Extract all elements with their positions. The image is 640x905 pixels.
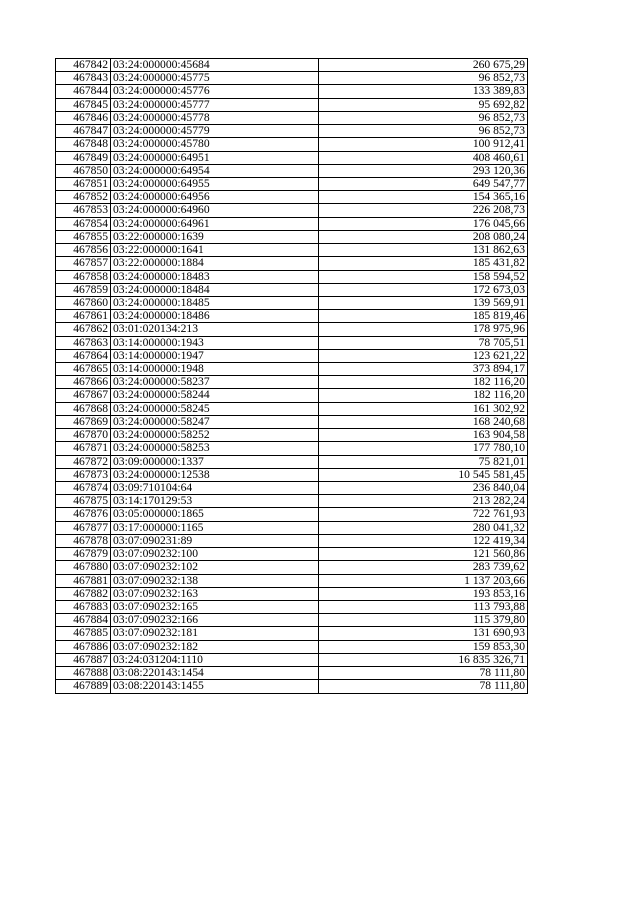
row-number-cell: 467852 (56, 191, 111, 204)
cadastral-number-cell: 03:22:000000:1884 (111, 257, 319, 270)
table-row (56, 468, 528, 481)
amount-cell: 161 302,92 (319, 402, 528, 415)
amount-cell: 408 460,61 (319, 151, 528, 164)
registry-table-body (56, 59, 528, 694)
table-row (56, 125, 528, 138)
row-number-cell: 467870 (56, 429, 111, 442)
amount-cell: 113 793,88 (319, 600, 528, 613)
amount-cell: 78 111,80 (319, 667, 528, 680)
registry-table (55, 58, 528, 694)
cadastral-number-cell: 03:07:090232:138 (111, 574, 319, 587)
amount-cell: 139 569,91 (319, 296, 528, 309)
row-number-cell: 467860 (56, 296, 111, 309)
row-number-cell: 467858 (56, 270, 111, 283)
cadastral-number-cell: 03:24:000000:45779 (111, 125, 319, 138)
row-number-cell: 467853 (56, 204, 111, 217)
row-number-cell: 467862 (56, 323, 111, 336)
table-row (56, 521, 528, 534)
row-number-cell: 467886 (56, 640, 111, 653)
table-row (56, 680, 528, 693)
row-number-cell: 467844 (56, 85, 111, 98)
cadastral-number-cell: 03:07:090232:181 (111, 627, 319, 640)
cadastral-number-cell: 03:24:000000:64960 (111, 204, 319, 217)
amount-cell: 131 862,63 (319, 244, 528, 257)
cadastral-number-cell: 03:22:000000:1639 (111, 230, 319, 243)
amount-cell: 178 975,96 (319, 323, 528, 336)
amount-cell: 95 692,82 (319, 98, 528, 111)
amount-cell: 373 894,17 (319, 363, 528, 376)
amount-cell: 131 690,93 (319, 627, 528, 640)
row-number-cell: 467873 (56, 468, 111, 481)
table-row (56, 72, 528, 85)
row-number-cell: 467878 (56, 534, 111, 547)
table-row (56, 336, 528, 349)
table-row (56, 442, 528, 455)
cadastral-number-cell: 03:09:000000:1337 (111, 455, 319, 468)
row-number-cell: 467854 (56, 217, 111, 230)
amount-cell: 283 739,62 (319, 561, 528, 574)
table-row (56, 508, 528, 521)
cadastral-number-cell: 03:24:000000:18484 (111, 283, 319, 296)
cadastral-number-cell: 03:09:710104:64 (111, 482, 319, 495)
table-row (56, 429, 528, 442)
amount-cell: 75 821,01 (319, 455, 528, 468)
amount-cell: 1 137 203,66 (319, 574, 528, 587)
table-row (56, 482, 528, 495)
row-number-cell: 467847 (56, 125, 111, 138)
table-row (56, 455, 528, 468)
cadastral-number-cell: 03:24:000000:45778 (111, 111, 319, 124)
cadastral-number-cell: 03:24:000000:58253 (111, 442, 319, 455)
row-number-cell: 467857 (56, 257, 111, 270)
amount-cell: 16 835 326,71 (319, 653, 528, 666)
table-row (56, 600, 528, 613)
row-number-cell: 467883 (56, 600, 111, 613)
cadastral-number-cell: 03:05:000000:1865 (111, 508, 319, 521)
row-number-cell: 467850 (56, 164, 111, 177)
table-row (56, 363, 528, 376)
cadastral-number-cell: 03:07:090232:100 (111, 548, 319, 561)
row-number-cell: 467880 (56, 561, 111, 574)
amount-cell: 123 621,22 (319, 349, 528, 362)
cadastral-number-cell: 03:24:000000:18483 (111, 270, 319, 283)
row-number-cell: 467861 (56, 310, 111, 323)
table-row (56, 534, 528, 547)
table-row (56, 164, 528, 177)
row-number-cell: 467842 (56, 59, 111, 72)
table-row (56, 323, 528, 336)
table-row (56, 151, 528, 164)
table-row (56, 257, 528, 270)
amount-cell: 182 116,20 (319, 389, 528, 402)
amount-cell: 185 819,46 (319, 310, 528, 323)
row-number-cell: 467849 (56, 151, 111, 164)
table-row (56, 389, 528, 402)
table-row (56, 495, 528, 508)
document-page (55, 58, 527, 694)
cadastral-number-cell: 03:24:000000:45775 (111, 72, 319, 85)
table-row (56, 217, 528, 230)
amount-cell: 78 111,80 (319, 680, 528, 693)
row-number-cell: 467881 (56, 574, 111, 587)
row-number-cell: 467867 (56, 389, 111, 402)
table-row (56, 653, 528, 666)
table-row (56, 230, 528, 243)
table-row (56, 640, 528, 653)
amount-cell: 115 379,80 (319, 614, 528, 627)
row-number-cell: 467868 (56, 402, 111, 415)
table-row (56, 111, 528, 124)
cadastral-number-cell: 03:14:000000:1948 (111, 363, 319, 376)
row-number-cell: 467848 (56, 138, 111, 151)
amount-cell: 293 120,36 (319, 164, 528, 177)
row-number-cell: 467884 (56, 614, 111, 627)
amount-cell: 185 431,82 (319, 257, 528, 270)
amount-cell: 100 912,41 (319, 138, 528, 151)
amount-cell: 722 761,93 (319, 508, 528, 521)
cadastral-number-cell: 03:14:170129:53 (111, 495, 319, 508)
row-number-cell: 467869 (56, 415, 111, 428)
amount-cell: 213 282,24 (319, 495, 528, 508)
cadastral-number-cell: 03:24:000000:58244 (111, 389, 319, 402)
cadastral-number-cell: 03:24:000000:45780 (111, 138, 319, 151)
table-row (56, 376, 528, 389)
amount-cell: 208 080,24 (319, 230, 528, 243)
row-number-cell: 467864 (56, 349, 111, 362)
amount-cell: 96 852,73 (319, 111, 528, 124)
table-row (56, 283, 528, 296)
row-number-cell: 467874 (56, 482, 111, 495)
cadastral-number-cell: 03:24:000000:64961 (111, 217, 319, 230)
table-row (56, 349, 528, 362)
row-number-cell: 467859 (56, 283, 111, 296)
table-row (56, 177, 528, 190)
table-row (56, 548, 528, 561)
cadastral-number-cell: 03:14:000000:1947 (111, 349, 319, 362)
cadastral-number-cell: 03:07:090231:89 (111, 534, 319, 547)
cadastral-number-cell: 03:07:090232:182 (111, 640, 319, 653)
amount-cell: 177 780,10 (319, 442, 528, 455)
cadastral-number-cell: 03:08:220143:1454 (111, 667, 319, 680)
amount-cell: 182 116,20 (319, 376, 528, 389)
row-number-cell: 467888 (56, 667, 111, 680)
table-row (56, 59, 528, 72)
cadastral-number-cell: 03:24:000000:45684 (111, 59, 319, 72)
amount-cell: 176 045,66 (319, 217, 528, 230)
cadastral-number-cell: 03:14:000000:1943 (111, 336, 319, 349)
cadastral-number-cell: 03:24:000000:18485 (111, 296, 319, 309)
cadastral-number-cell: 03:24:000000:64956 (111, 191, 319, 204)
cadastral-number-cell: 03:24:000000:18486 (111, 310, 319, 323)
table-row (56, 244, 528, 257)
cadastral-number-cell: 03:24:000000:64951 (111, 151, 319, 164)
table-row (56, 587, 528, 600)
amount-cell: 78 705,51 (319, 336, 528, 349)
row-number-cell: 467887 (56, 653, 111, 666)
row-number-cell: 467845 (56, 98, 111, 111)
row-number-cell: 467866 (56, 376, 111, 389)
amount-cell: 159 853,30 (319, 640, 528, 653)
cadastral-number-cell: 03:24:000000:45777 (111, 98, 319, 111)
amount-cell: 236 840,04 (319, 482, 528, 495)
amount-cell: 649 547,77 (319, 177, 528, 190)
cadastral-number-cell: 03:07:090232:102 (111, 561, 319, 574)
row-number-cell: 467843 (56, 72, 111, 85)
cadastral-number-cell: 03:24:000000:64954 (111, 164, 319, 177)
row-number-cell: 467872 (56, 455, 111, 468)
table-row (56, 415, 528, 428)
row-number-cell: 467885 (56, 627, 111, 640)
amount-cell: 96 852,73 (319, 72, 528, 85)
cadastral-number-cell: 03:24:000000:58237 (111, 376, 319, 389)
cadastral-number-cell: 03:24:000000:58247 (111, 415, 319, 428)
cadastral-number-cell: 03:24:000000:45776 (111, 85, 319, 98)
cadastral-number-cell: 03:22:000000:1641 (111, 244, 319, 257)
table-row (56, 402, 528, 415)
amount-cell: 122 419,34 (319, 534, 528, 547)
table-row (56, 574, 528, 587)
cadastral-number-cell: 03:24:000000:58245 (111, 402, 319, 415)
cadastral-number-cell: 03:01:020134:213 (111, 323, 319, 336)
table-row (56, 204, 528, 217)
row-number-cell: 467855 (56, 230, 111, 243)
amount-cell: 168 240,68 (319, 415, 528, 428)
row-number-cell: 467882 (56, 587, 111, 600)
cadastral-number-cell: 03:07:090232:165 (111, 600, 319, 613)
table-row (56, 561, 528, 574)
table-row (56, 270, 528, 283)
amount-cell: 260 675,29 (319, 59, 528, 72)
cadastral-number-cell: 03:17:000000:1165 (111, 521, 319, 534)
amount-cell: 10 545 581,45 (319, 468, 528, 481)
cadastral-number-cell: 03:24:000000:12538 (111, 468, 319, 481)
row-number-cell: 467846 (56, 111, 111, 124)
table-row (56, 138, 528, 151)
amount-cell: 193 853,16 (319, 587, 528, 600)
cadastral-number-cell: 03:24:031204:1110 (111, 653, 319, 666)
row-number-cell: 467851 (56, 177, 111, 190)
row-number-cell: 467856 (56, 244, 111, 257)
amount-cell: 96 852,73 (319, 125, 528, 138)
row-number-cell: 467863 (56, 336, 111, 349)
row-number-cell: 467865 (56, 363, 111, 376)
table-row (56, 627, 528, 640)
amount-cell: 163 904,58 (319, 429, 528, 442)
amount-cell: 280 041,32 (319, 521, 528, 534)
cadastral-number-cell: 03:07:090232:166 (111, 614, 319, 627)
table-row (56, 667, 528, 680)
row-number-cell: 467876 (56, 508, 111, 521)
table-row (56, 191, 528, 204)
amount-cell: 154 365,16 (319, 191, 528, 204)
row-number-cell: 467877 (56, 521, 111, 534)
table-row (56, 310, 528, 323)
cadastral-number-cell: 03:07:090232:163 (111, 587, 319, 600)
amount-cell: 121 560,86 (319, 548, 528, 561)
amount-cell: 172 673,03 (319, 283, 528, 296)
cadastral-number-cell: 03:08:220143:1455 (111, 680, 319, 693)
row-number-cell: 467889 (56, 680, 111, 693)
table-row (56, 85, 528, 98)
cadastral-number-cell: 03:24:000000:64955 (111, 177, 319, 190)
row-number-cell: 467875 (56, 495, 111, 508)
row-number-cell: 467871 (56, 442, 111, 455)
cadastral-number-cell: 03:24:000000:58252 (111, 429, 319, 442)
table-row (56, 98, 528, 111)
amount-cell: 158 594,52 (319, 270, 528, 283)
table-row (56, 614, 528, 627)
amount-cell: 226 208,73 (319, 204, 528, 217)
amount-cell: 133 389,83 (319, 85, 528, 98)
row-number-cell: 467879 (56, 548, 111, 561)
table-row (56, 296, 528, 309)
